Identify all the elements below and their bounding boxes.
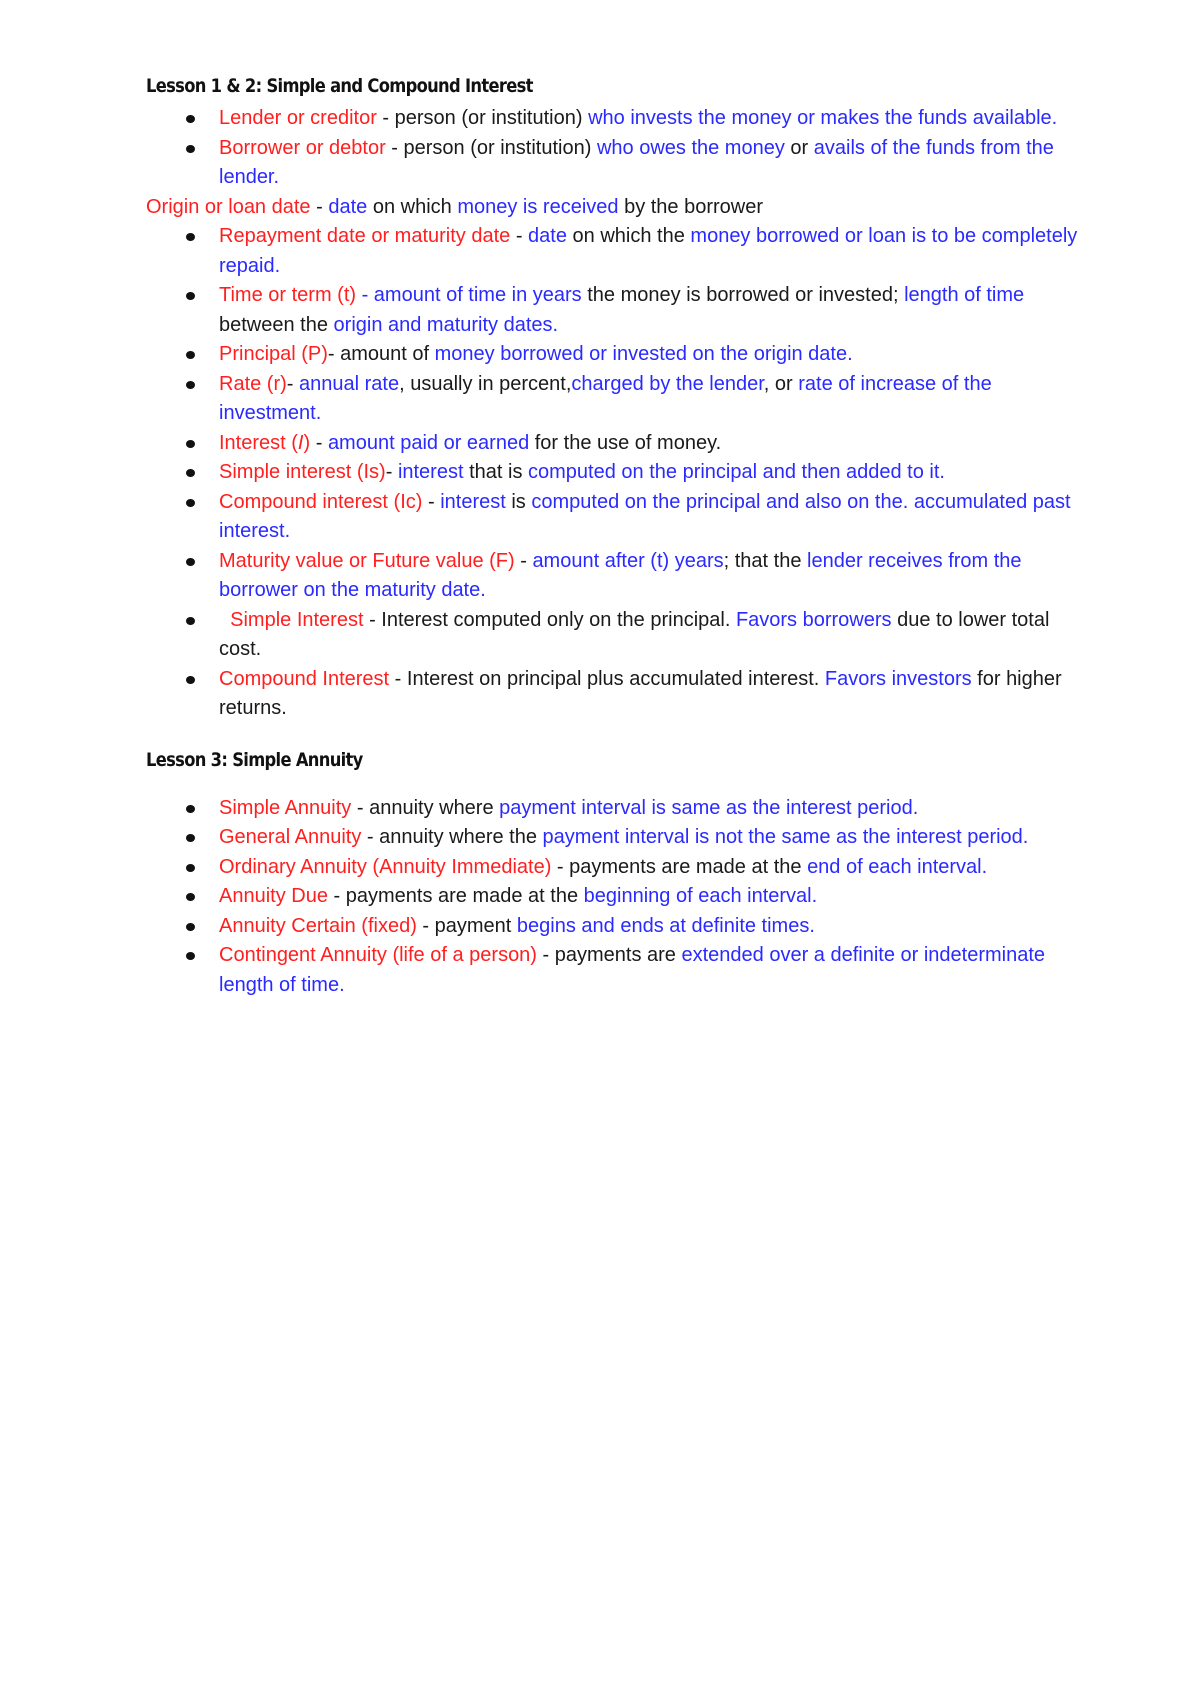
text-run <box>219 609 230 631</box>
lesson-1-2-list-a <box>146 104 1086 193</box>
list-item <box>146 488 1086 547</box>
text-run: end of each interval. <box>807 855 988 878</box>
text-run: that is <box>463 461 529 483</box>
text-run: for higher returns. <box>219 667 1068 719</box>
text-run: between the <box>219 284 1030 336</box>
bullet-icon <box>186 440 195 448</box>
list-item <box>146 547 1086 606</box>
bullet-icon <box>186 952 195 960</box>
text-run: who invests the money or makes the funds available. <box>588 107 1058 129</box>
text-run: , usually in percent, <box>399 372 572 395</box>
text-run: Principal (P) <box>219 343 328 365</box>
text-run: - <box>514 549 533 572</box>
list-item <box>146 665 1086 724</box>
text-run: - <box>310 431 328 454</box>
list-item <box>146 429 1086 459</box>
text-run: money is received <box>457 195 619 218</box>
text-run: - <box>422 490 441 513</box>
list-item <box>146 281 1086 340</box>
text-run: interest <box>440 490 506 513</box>
text-run: - Interest on principal plus accumulated interest. <box>389 667 825 690</box>
text-run: Origin or loan date <box>146 195 311 218</box>
text-run: Maturity value or Future value (F) <box>219 549 515 572</box>
bullet-icon <box>186 381 195 389</box>
list-item <box>146 823 1086 853</box>
list-item <box>146 912 1086 942</box>
text-run: Rate (r) <box>219 372 287 395</box>
bullet-icon <box>186 233 195 241</box>
bullet-icon <box>186 805 195 813</box>
text-run: General Annuity <box>219 826 362 848</box>
text-run: - <box>510 225 529 247</box>
text-run: Simple interest (Is) <box>219 461 386 483</box>
list-item <box>146 104 1086 134</box>
lesson-1-2-list-b <box>146 222 1086 724</box>
bullet-icon <box>186 115 195 123</box>
list-item <box>146 370 1086 429</box>
list-item <box>146 853 1086 883</box>
text-run: - amount of time in years <box>356 284 582 306</box>
text-run: beginning of each interval. <box>583 885 818 907</box>
text-run: amount paid or earned <box>327 431 530 454</box>
lesson-1-2-heading: Lesson 1 & 2: Simple and Compound Interest <box>146 75 533 97</box>
text-run: Lender or creditor <box>219 107 377 129</box>
text-run: Favors borrowers <box>735 608 892 631</box>
text-run: is <box>505 490 532 513</box>
list-item <box>146 134 1086 193</box>
text-run: lender receives from the borrower on the maturity date. <box>219 549 1028 601</box>
text-run: payment interval is not the same as the interest period. <box>542 826 1029 848</box>
text-run: money borrowed or loan is to be completely repaid. <box>219 225 1083 277</box>
text-run: - person (or institution) <box>385 136 597 159</box>
text-run: the money is borrowed or invested; <box>581 284 905 306</box>
text-run: ) <box>303 431 311 454</box>
text-run: - Interest computed only on the principal. <box>363 608 736 631</box>
bullet-icon <box>186 351 195 359</box>
text-run: Annuity Certain (fixed) <box>219 914 417 937</box>
text-run: Compound interest (Ic) <box>219 490 423 513</box>
text-run: payment interval is same as the interest period. <box>499 796 919 819</box>
text-run: annual rate <box>299 372 400 395</box>
text-run: date <box>528 225 567 247</box>
text-run: Borrower or debtor <box>219 136 386 159</box>
text-run: on which <box>367 195 458 218</box>
list-item <box>146 606 1086 665</box>
bullet-icon <box>186 834 195 842</box>
bullet-icon <box>186 499 195 507</box>
text-run: length of time <box>904 284 1025 306</box>
bullet-icon <box>186 558 195 566</box>
text-run: - payments are made at the <box>551 855 808 878</box>
list-item <box>146 794 1086 824</box>
bullet-icon <box>186 617 195 625</box>
text-run: Interest ( <box>219 431 298 454</box>
text-run: origin and maturity dates. <box>333 313 559 336</box>
text-run: who owes the money <box>596 136 785 159</box>
bullet-icon <box>186 864 195 872</box>
text-run: Time or term (t) <box>219 284 357 306</box>
text-run: computed on the principal and also on the. accumulated past interest. <box>219 490 1077 542</box>
text-run: - <box>385 461 398 483</box>
origin-loan-date-paragraph <box>146 193 1086 223</box>
text-run: Favors investors <box>824 667 972 690</box>
text-run: Contingent Annuity (life of a person) <box>219 944 537 966</box>
text-run: - payment <box>416 914 517 937</box>
text-run: Annuity Due <box>219 885 328 907</box>
text-run: interest <box>397 461 464 483</box>
text-run: extended over a definite or indeterminate length of time. <box>219 944 1051 996</box>
bullet-icon <box>186 469 195 477</box>
text-run: - annuity where the <box>361 826 543 848</box>
text-run: Simple Interest <box>230 608 364 631</box>
text-run: due to lower total cost. <box>219 608 1055 660</box>
text-run: or <box>784 136 814 159</box>
list-item <box>146 222 1086 281</box>
text-run: ; that the <box>723 549 808 572</box>
text-run: Ordinary Annuity (Annuity Immediate) <box>219 855 552 878</box>
text-run: - annuity where <box>351 796 500 819</box>
text-run: Simple Annuity <box>219 796 352 819</box>
text-run: Compound Interest <box>219 667 390 690</box>
text-run: - payments are made at the <box>327 885 584 907</box>
list-item <box>146 458 1086 488</box>
bullet-icon <box>186 292 195 300</box>
document-page <box>146 72 1086 1000</box>
list-item <box>146 882 1086 912</box>
bullet-icon <box>186 923 195 931</box>
text-run: computed on the principal and then added to it. <box>528 461 945 483</box>
text-run: - amount of <box>327 343 435 365</box>
text-run: charged by the lender <box>571 372 764 395</box>
text-run: on which the <box>566 225 691 247</box>
text-run: by the borrower <box>618 195 764 218</box>
bullet-icon <box>186 893 195 901</box>
text-run: rate of increase of the investment. <box>219 372 998 424</box>
text-run: - <box>310 195 329 218</box>
text-run: avails of the funds from the lender. <box>219 136 1060 188</box>
text-run: money borrowed or invested on the origin date. <box>434 343 853 365</box>
text-run: - person (or institution) <box>376 107 589 129</box>
text-run: date <box>328 195 368 218</box>
list-item <box>146 941 1086 1000</box>
text-run: amount after (t) years <box>532 549 724 572</box>
bullet-icon <box>186 145 195 153</box>
text-run: for the use of money. <box>529 431 722 454</box>
text-run: I <box>297 431 304 454</box>
bullet-icon <box>186 676 195 684</box>
text-run: Repayment date or maturity date <box>219 225 511 247</box>
list-item <box>146 340 1086 370</box>
lesson-3-heading: Lesson 3: Simple Annuity <box>146 748 363 771</box>
text-run: begins and ends at definite times. <box>516 914 815 937</box>
text-run: - payments are <box>536 944 682 966</box>
text-run: - <box>286 372 300 395</box>
text-run: , or <box>763 372 799 395</box>
lesson-3-list <box>146 794 1086 1001</box>
